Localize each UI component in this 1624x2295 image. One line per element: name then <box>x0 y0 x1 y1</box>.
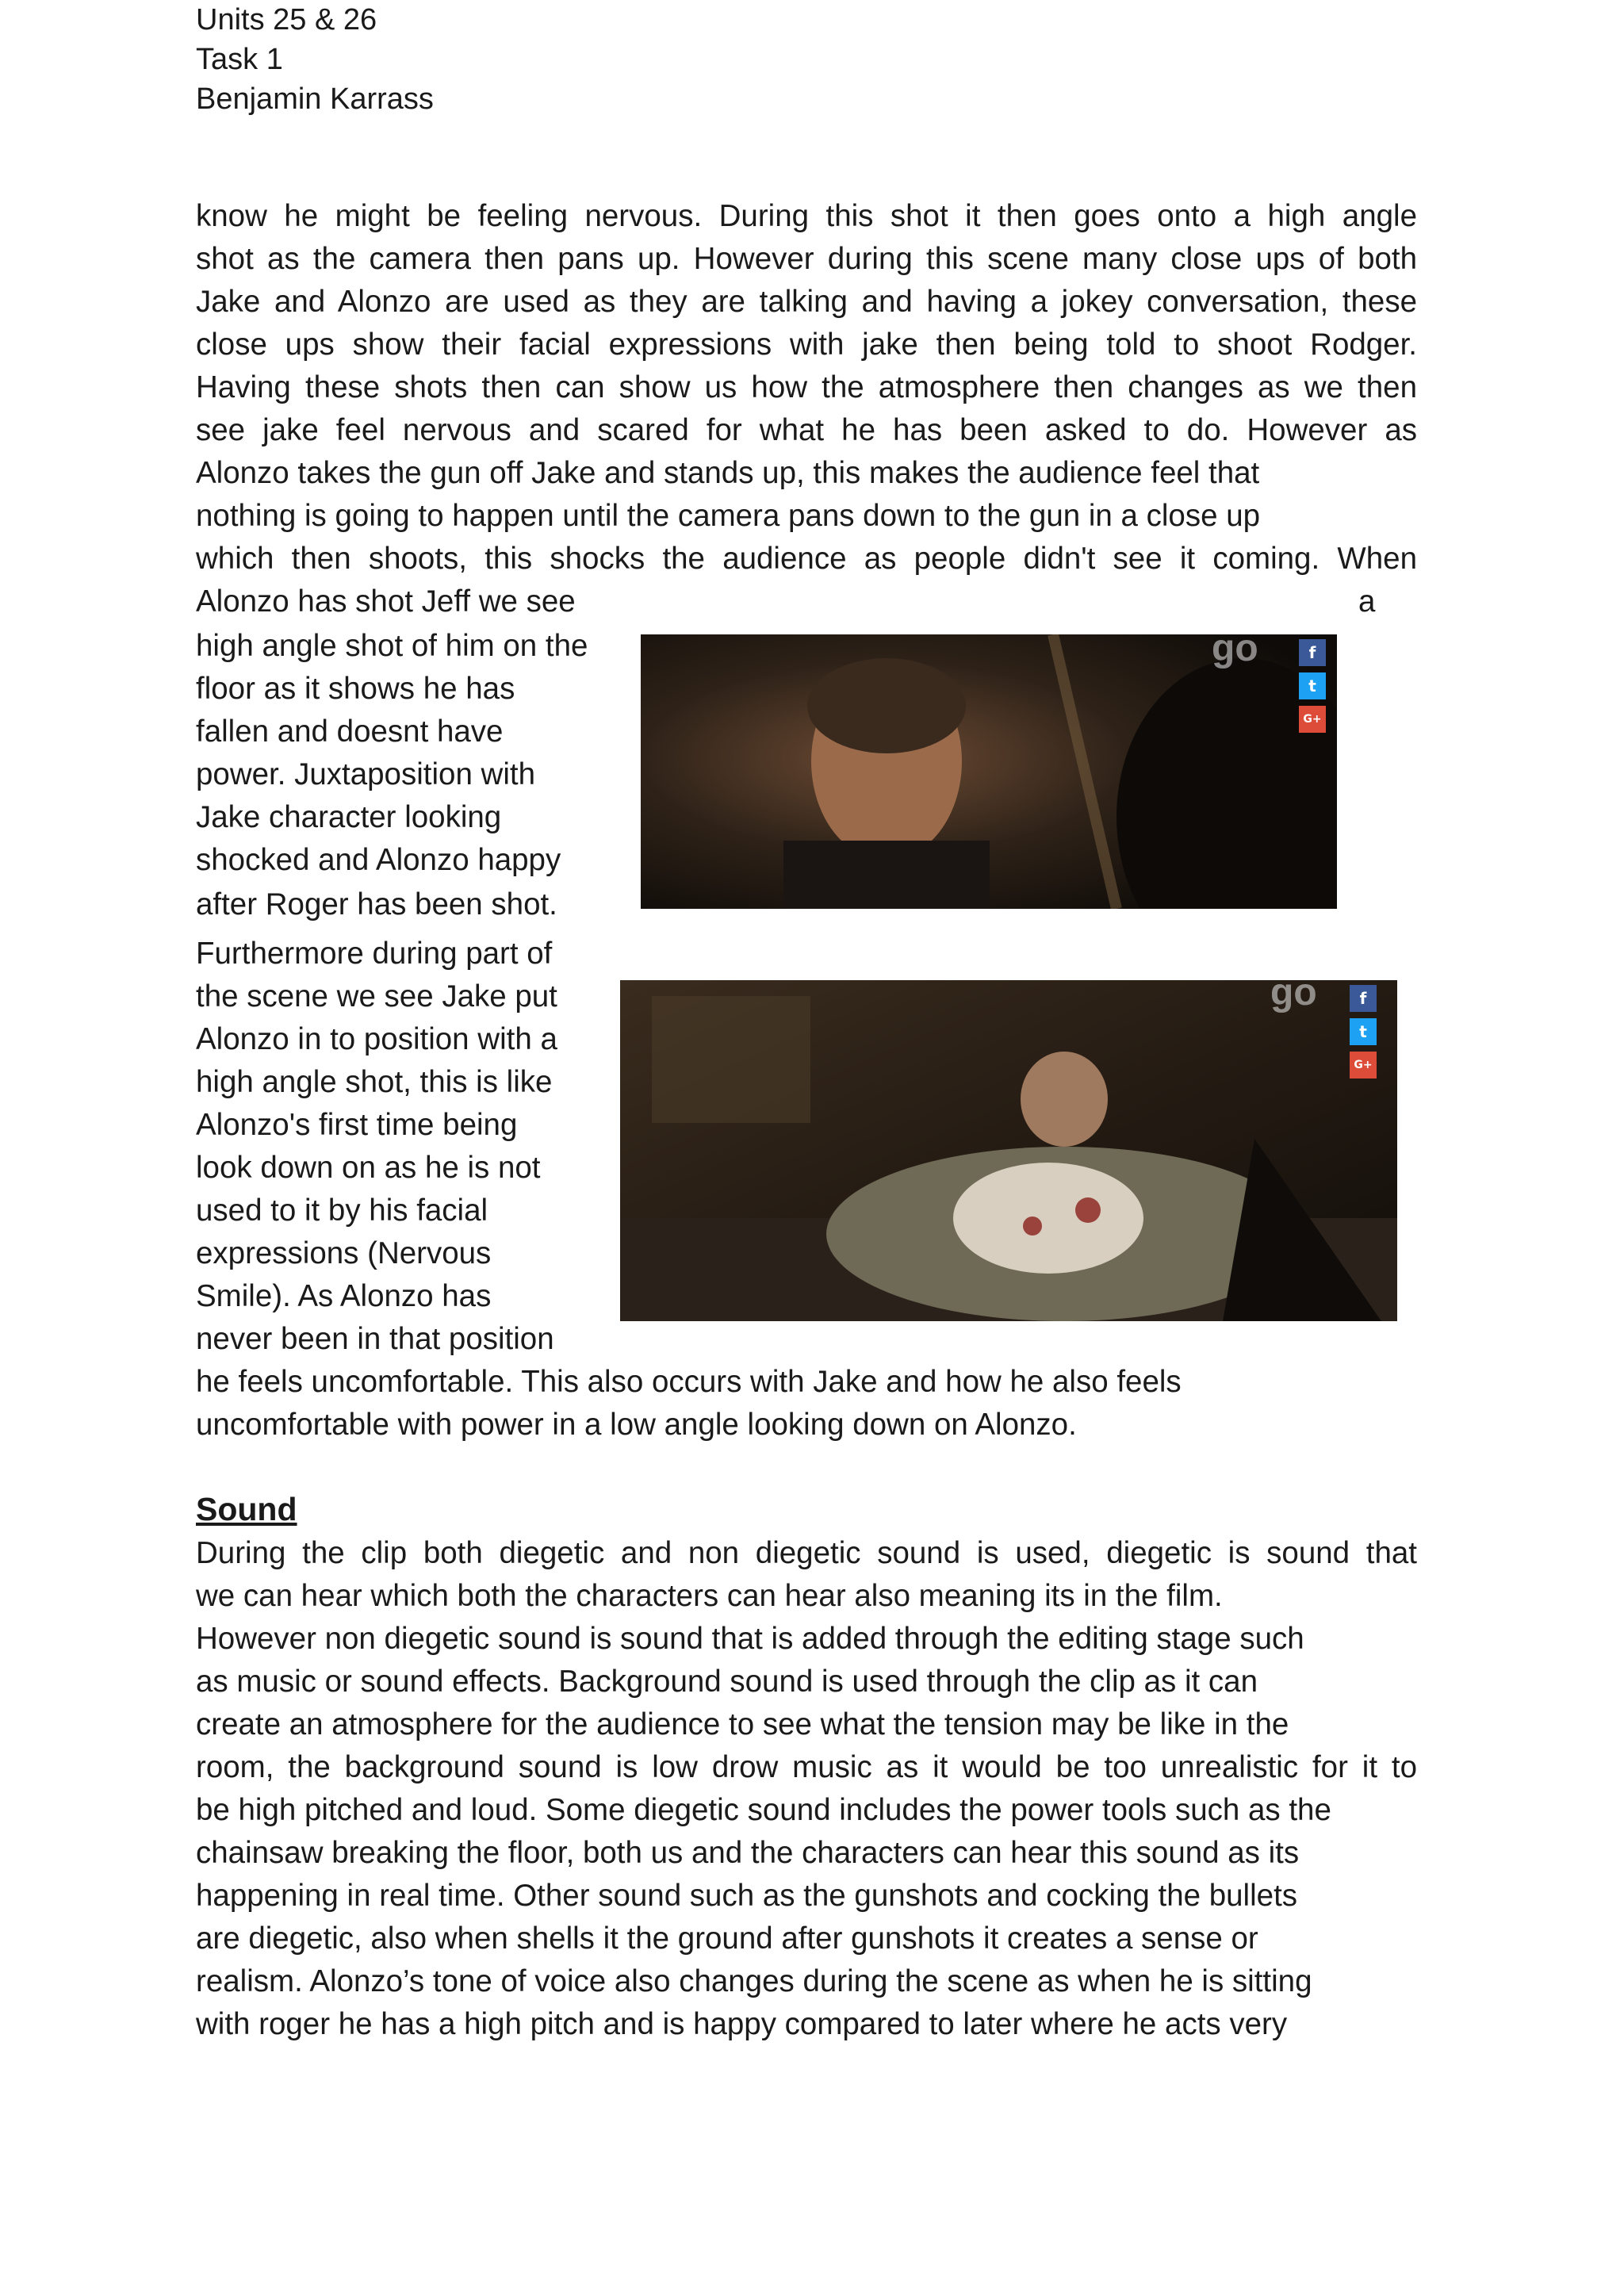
sound-line: room, the background sound is low drow music as it would be too unrealistic for it to <box>196 1750 1417 1784</box>
sound-line: be high pitched and loud. Some diegetic sound includes the power tools such as the <box>196 1793 1331 1827</box>
wrap-line: used to it by his facial <box>196 1193 488 1228</box>
body-line: shot as the camera then pans up. However during this scene many close ups of both <box>196 242 1417 276</box>
body-line: he feels uncomfortable. This also occurs with Jake and how he also feels <box>196 1365 1182 1399</box>
film-still-close-up-art <box>641 634 1337 909</box>
wrap-line: never been in that position <box>196 1322 554 1356</box>
film-still-high-angle <box>620 980 1397 1321</box>
wrap-line: shocked and Alonzo happy <box>196 843 561 877</box>
sound-line: create an atmosphere for the audience to see what the tension may be like in the <box>196 1707 1289 1741</box>
document-header <box>196 0 434 119</box>
wrap-line: power. Juxtaposition with <box>196 757 536 791</box>
header-author: Benjamin Karrass <box>196 82 434 116</box>
facebook-icon[interactable]: f <box>1299 639 1326 666</box>
wrap-line: expressions (Nervous <box>196 1236 492 1270</box>
google-plus-icon[interactable]: G+ <box>1350 1052 1377 1079</box>
wrap-line: after Roger has been shot. <box>196 887 557 921</box>
body-line: which then shoots, this shocks the audience as people didn't see it coming. When <box>196 542 1417 576</box>
twitter-icon[interactable]: t <box>1350 1018 1377 1045</box>
google-plus-icon[interactable]: G+ <box>1299 706 1326 733</box>
film-still-high-angle-art <box>620 980 1397 1321</box>
sound-line: During the clip both diegetic and non diegetic sound is used, diegetic is sound that <box>196 1536 1417 1570</box>
wrap-line: floor as it shows he has <box>196 672 515 706</box>
sound-line: are diegetic, also when shells it the ground after gunshots it creates a sense or <box>196 1921 1258 1956</box>
wrap-line: Alonzo's first time being <box>196 1108 518 1142</box>
body-line: nothing is going to happen until the camera pans down to the gun in a close up <box>196 499 1261 533</box>
wrap-line: fallen and doesnt have <box>196 715 504 749</box>
watermark-text: go <box>1270 980 1317 1013</box>
body-line: close ups show their facial expressions with jake then being told to shoot Rodger. <box>196 328 1417 362</box>
sound-line: with roger he has a high pitch and is happy compared to later where he acts very <box>196 2007 1288 2041</box>
social-share-bar <box>1299 639 1326 733</box>
wrap-line: Smile). As Alonzo has <box>196 1279 492 1313</box>
wrap-line: high angle shot of him on the <box>196 629 588 663</box>
sound-line: happening in real time. Other sound such as the gunshots and cocking the bullets <box>196 1879 1298 1913</box>
body-line: know he might be feeling nervous. During this shot it then goes onto a high angle <box>196 199 1417 233</box>
body-line: see jake feel nervous and scared for what he has been asked to do. However as <box>196 413 1417 447</box>
facebook-icon[interactable]: f <box>1350 985 1377 1012</box>
body-line: uncomfortable with power in a low angle looking down on Alonzo. <box>196 1408 1077 1442</box>
body-word-a: a <box>1358 584 1376 619</box>
body-line: Alonzo takes the gun off Jake and stands up, this makes the audience feel that <box>196 456 1260 490</box>
watermark-text: go <box>1212 634 1258 669</box>
social-share-bar <box>1350 985 1377 1079</box>
wrap-line: look down on as he is not <box>196 1151 541 1185</box>
wrap-line: high angle shot, this is like <box>196 1065 553 1099</box>
body-line: Alonzo has shot Jeff we see <box>196 584 576 619</box>
twitter-icon[interactable]: t <box>1299 672 1326 699</box>
header-task: Task 1 <box>196 43 283 76</box>
sound-line: realism. Alonzo’s tone of voice also changes during the scene as when he is sitting <box>196 1964 1312 1998</box>
sound-line: chainsaw breaking the floor, both us and the characters can hear this sound as its <box>196 1836 1300 1870</box>
body-line: Jake and Alonzo are used as they are talking and having a jokey conversation, these <box>196 285 1417 319</box>
sound-line: we can hear which both the characters can hear also meaning its in the film. <box>196 1579 1223 1613</box>
wrap-line: Furthermore during part of <box>196 937 553 971</box>
body-line: Having these shots then can show us how the atmosphere then changes as we then <box>196 370 1417 404</box>
film-still-close-up <box>641 634 1337 909</box>
wrap-line: Jake character looking <box>196 800 502 834</box>
sound-line: However non diegetic sound is sound that is added through the editing stage such <box>196 1622 1304 1656</box>
wrap-line: the scene we see Jake put <box>196 979 557 1013</box>
wrap-line: Alonzo in to position with a <box>196 1022 557 1056</box>
sound-line: as music or sound effects. Background sound is used through the clip as it can <box>196 1665 1258 1699</box>
section-heading-sound: Sound <box>196 1491 297 1527</box>
header-units: Units 25 & 26 <box>196 3 377 36</box>
